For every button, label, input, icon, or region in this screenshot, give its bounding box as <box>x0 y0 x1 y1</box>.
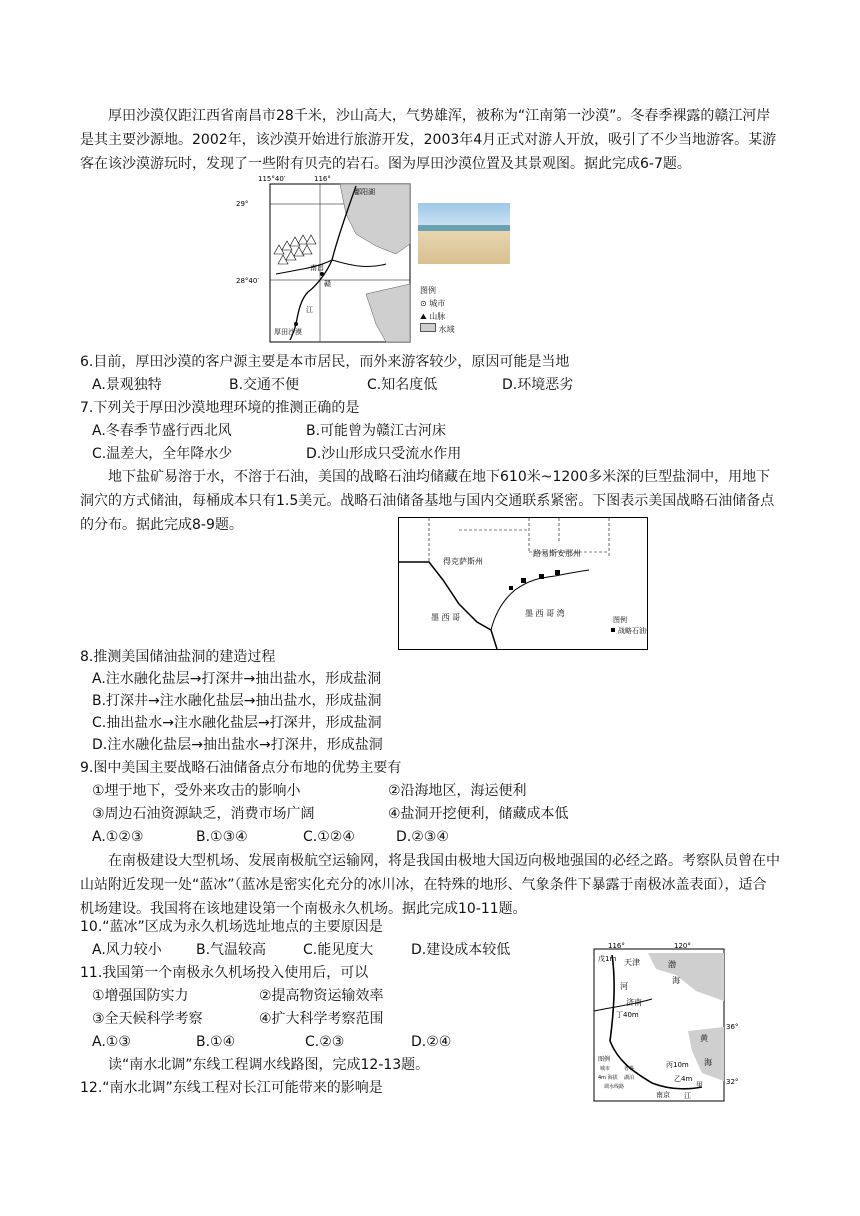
q8-option-b[interactable]: B.打深井→注水融化盐层→抽出盐水，形成盐洞 <box>92 693 382 709</box>
water-shape <box>366 284 410 342</box>
q6-option-b[interactable]: B.交通不便 <box>229 377 300 393</box>
q6-option-d[interactable]: D.环境恶劣 <box>502 377 574 393</box>
map1-houtian: 厚田沙漠 <box>274 328 302 336</box>
map2-legend-title: 图例 <box>613 616 627 624</box>
q11-item-1: ①增强国防实力 <box>92 988 189 1004</box>
map1-legend-title-text: 图例 <box>420 286 436 295</box>
map3-legend-route: 调水线路 <box>604 1084 625 1090</box>
map3-bing: 丙10m <box>666 1061 689 1069</box>
poyang-lake-shape <box>340 184 410 254</box>
q9-item-2: ②沿海地区，海运便利 <box>388 783 527 799</box>
oil-reserve-map <box>399 518 647 649</box>
passage-antarctic-airport: 在南极建设大型机场、发展南极航空运输网，将是我国由极地大国迈向极地强国的必经之路。考察队员曾在中山站附近发现一处“蓝冰”（蓝冰是密实化充分的冰川冰，在特殊的地形、气象条件下暴露于南极冰盖表面），适合机场建设。我国将在该地建设第一个南极永久机场。据此完成10-11题。 <box>80 853 780 917</box>
q9-option-a[interactable]: A.①②③ <box>92 829 144 845</box>
map2-mexico: 墨 西 哥 <box>431 613 461 622</box>
q6-option-c[interactable]: C.知名度低 <box>367 377 438 393</box>
q9-option-d[interactable]: D.②③④ <box>396 829 449 845</box>
mountain-icons <box>274 235 316 264</box>
q7-option-d[interactable]: D.沙山形成只受流水作用 <box>306 446 462 462</box>
q7-stem: 7.下列关于厚田沙漠地理环境的推测正确的是 <box>80 400 360 416</box>
map3-lon1: 116° <box>608 942 625 950</box>
q7-option-a[interactable]: A.冬春季节盛行西北风 <box>92 423 232 439</box>
mountain-icon: ⛰ <box>420 312 427 321</box>
q9-stem: 9.图中美国主要战略石油储备点分布地的优势主要有 <box>80 760 402 776</box>
map3-legend-title: 图例 <box>598 1056 611 1063</box>
houtian-city-icon <box>294 322 298 326</box>
intro-q12-13: 读“南水北调”东线工程调水线路图，完成12-13题。 <box>108 1057 430 1073</box>
q11-option-a[interactable]: A.①③ <box>92 1034 131 1050</box>
q8-option-a[interactable]: A.注水融化盐层→打深井→抽出盐水，形成盐洞 <box>92 671 382 687</box>
map3-ding: 丁40m <box>616 1011 639 1019</box>
map3-lat1: 36° <box>726 1023 739 1031</box>
map1-lon1: 115°40′ <box>258 175 286 183</box>
map3-bo: 渤 <box>668 960 676 969</box>
map3-tianjin: 天津 <box>624 958 640 967</box>
map3-legend-city: 城市 <box>600 1066 611 1072</box>
q8-option-d[interactable]: D.注水融化盐层→抽出盐水→打深井，形成盐洞 <box>92 737 383 753</box>
map3-nanjing: 南京 <box>656 1091 670 1099</box>
map3-jia: 甲 <box>696 1081 703 1089</box>
city-icon: ⊙ <box>420 299 427 308</box>
q10-option-c[interactable]: C.能见度大 <box>303 942 374 958</box>
map2-legend-item: 战略石油 <box>618 627 646 635</box>
map3-legend-border: 省界 <box>624 1066 635 1072</box>
q9-option-b[interactable]: B.①③④ <box>196 829 248 845</box>
map1-lat1: 29° <box>236 200 249 208</box>
q10-option-d[interactable]: D.建设成本较低 <box>411 942 511 958</box>
q12-stem: 12.“南水北调”东线工程对长江可能带来的影响是 <box>80 1080 383 1096</box>
q7-option-b[interactable]: B.可能曾为赣江古河床 <box>306 423 447 439</box>
q6-stem: 6.目前，厚田沙漠的客户源主要是本市居民，而外来游客较少，原因可能是当地 <box>80 354 570 370</box>
border-river <box>399 562 497 649</box>
legend-city-label: 城市 <box>429 299 446 308</box>
map3-wu: 戊1m <box>598 955 617 963</box>
map2-texas: 得克萨斯州 <box>443 557 483 566</box>
legend-mountain-row <box>420 310 480 323</box>
map1-lat2: 28°40′ <box>236 277 259 285</box>
map3-he: 河 <box>620 982 628 991</box>
map1-poyang: 鄱阳湖 <box>354 188 375 196</box>
passage-houtian: 厚田沙漠仅距江西省南昌市28千米，沙山高大，气势雄浑，被称为“江南第一沙漠”。冬春季裸露的赣江河岸是其主要沙源地。2002年，该沙漠开始进行旅游开发，2003年4月正式对游人开放，吸引了不少当地游客。某游客在该沙漠游玩时，发现了一些附有贝壳的岩石。图为厚田沙漠位置及其景观图。据此完成6-7题。 <box>80 108 777 172</box>
yellow-river-path <box>594 999 652 1011</box>
map3-hai2: 海 <box>704 1058 712 1067</box>
map3-jiang: 江 <box>684 1092 691 1100</box>
q9-item-4: ④盐洞开挖便利，储藏成本低 <box>388 806 569 822</box>
legend-city-row <box>420 297 480 310</box>
water-diversion-map <box>592 941 752 1103</box>
q11-option-c[interactable]: C.②③ <box>305 1034 345 1050</box>
q9-option-c[interactable]: C.①②④ <box>303 829 355 845</box>
q9-item-3: ③周边石油资源缺乏，消费市场广阔 <box>92 806 315 822</box>
figure-houtian-map <box>236 174 412 346</box>
map3-huang: 黄 <box>700 1034 708 1043</box>
map1-legend <box>420 284 480 344</box>
q11-stem: 11.我国第一个南极永久机场投入使用后，可以 <box>80 965 369 981</box>
water-icon <box>420 323 436 332</box>
map1-gan: 赣 <box>324 280 331 288</box>
q7-option-c[interactable]: C.温差大，全年降水少 <box>92 446 233 462</box>
houtian-location-map <box>236 174 412 346</box>
q11-item-2: ②提高物资运输效率 <box>259 988 384 1004</box>
map1-nanchang: 南昌 <box>310 264 324 272</box>
map3-lat2: 32° <box>726 1078 739 1086</box>
passage-oil-reserve: 地下盐矿易溶于水，不溶于石油，美国的战略石油均储藏在地下610米~1200多米深的巨型盐洞中，用地下洞穴的方式储油，每桶成本只有1.5美元。战略石油储备基地与国内交通联系紧密。下图表示美国战略石油储备点的分布。据此完成8-9题。 <box>80 469 775 533</box>
q8-option-c[interactable]: C.抽出盐水→注水融化盐层→打深井，形成盐洞 <box>92 715 382 731</box>
figure-oil-reserve-map <box>398 517 648 650</box>
q11-option-b[interactable]: B.①④ <box>196 1034 236 1050</box>
bohai-sea-shape <box>648 953 724 1001</box>
q9-item-1: ①埋于地下，受外来攻击的影响小 <box>92 783 301 799</box>
q6-option-a[interactable]: A.景观独特 <box>92 377 162 393</box>
q11-option-d[interactable]: D.②④ <box>411 1034 452 1050</box>
oil-reserve-legend-icon <box>611 628 615 632</box>
nanchang-city-icon <box>320 272 324 276</box>
q11-item-3: ③全天候科学考察 <box>92 1011 203 1027</box>
river-branch <box>332 260 386 267</box>
map3-lon2: 120° <box>674 942 691 950</box>
map3-yi: 乙4m <box>674 1075 693 1083</box>
houtian-desert-photo <box>418 203 510 264</box>
map3-legend-altitude: 4m 海拔 <box>598 1075 618 1081</box>
q8-stem: 8.推测美国储油盐洞的建造过程 <box>80 649 276 665</box>
map1-jiang: 江 <box>306 306 313 314</box>
q10-option-a[interactable]: A.风力较小 <box>92 942 162 958</box>
map1-lon2: 116° <box>314 175 331 183</box>
q11-item-4: ④扩大科学考察范围 <box>259 1011 384 1027</box>
map3-hai1: 海 <box>672 976 680 985</box>
q10-option-b[interactable]: B.气温较高 <box>196 942 267 958</box>
map2-louisiana: 路易斯安那州 <box>533 549 581 558</box>
legend-water-row <box>420 323 480 336</box>
map2-gulf: 墨 西 哥 湾 <box>525 609 565 618</box>
map3-jinan: 济南 <box>626 998 642 1007</box>
map3-legend-lake: 湖泊 <box>624 1075 635 1081</box>
figure-south-north-water-map <box>592 941 752 1103</box>
legend-water-label: 水域 <box>438 325 455 334</box>
legend-mountain-label: 山脉 <box>429 312 446 321</box>
q10-stem: 10.“蓝冰”区成为永久机场选址地点的主要原因是 <box>80 919 383 935</box>
